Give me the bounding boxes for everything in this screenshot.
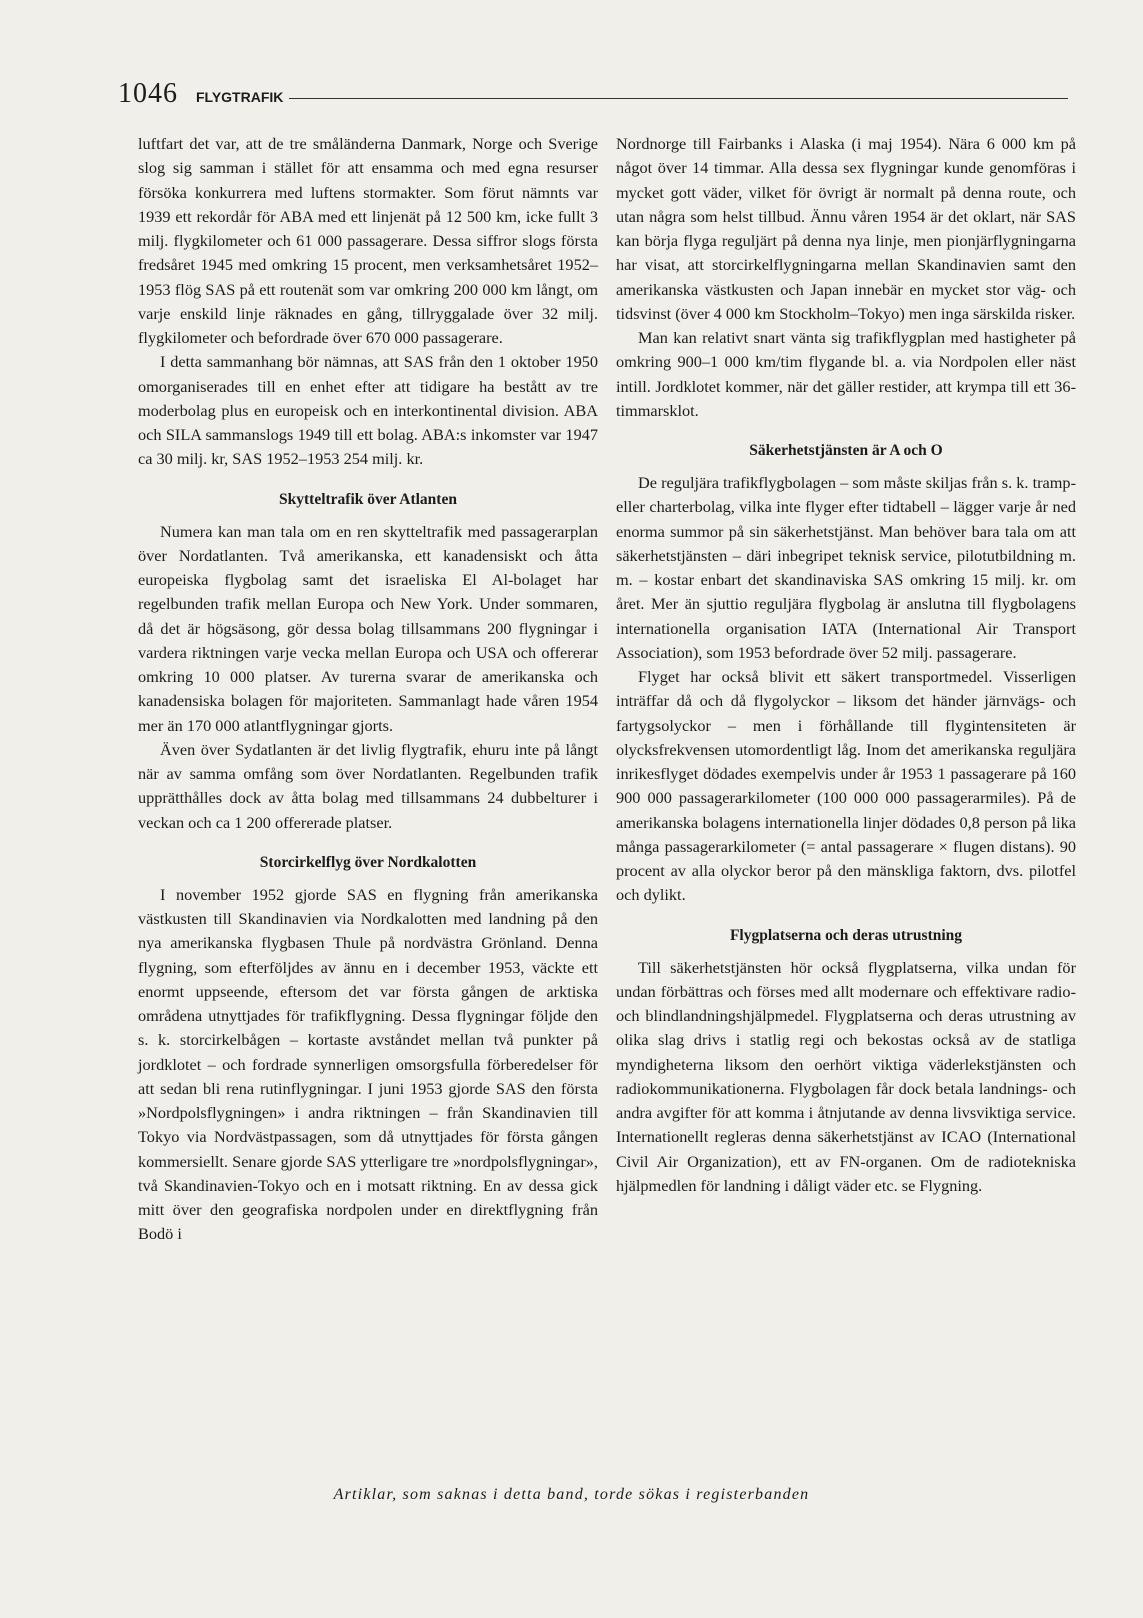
paragraph: Även över Sydatlanten är det livlig flygtrafik, ehuru inte på långt när av samma omfång som över Nordatlanten. Regelbunden trafik upprätthålles dock av åtta bolag med tillsammans 24 dubbelturer i veckan och ca 1 200 offererade platser. [138, 739, 598, 832]
header-rule [289, 98, 1068, 99]
section-heading: Storcirkelflyg över Nordkalotten [259, 853, 477, 871]
page-number: 1046 [118, 78, 178, 109]
paragraph: Flyget har också blivit ett säkert transportmedel. Visserligen inträffar då och då flygolyckor – liksom det händer järnvägs- och fartygsolyckor – men i förhållande till flygintensiteten är olycksfrekvensen utomordentligt låg. Inom det amerikanska reguljära inrikesflyget dödades exempelvis under år 1953 1 passagerare på 160 900 000 passagerarkilometer (100 000 000 passagerarmiles). På de amerikanska bolagens internationella linjer dödades 0,8 person på lika många passagerarkilometer (= antal passagerare × flugen distans). 90 procent av alla olyckor beror på den mänskliga faktorn, dvs. pilotfel och dylikt. [616, 667, 1076, 905]
section-heading: Säkerhetstjänsten är A och O [749, 442, 943, 459]
paragraph: I november 1952 gjorde SAS en flygning från amerikanska västkusten till Skandinavien via Nordkalotten med landning på den nya amerikanska flygbasen Thule på nordvästra Grönland. Denna flygning, som efterföljdes av ännu en i december 1953, väckte ett enormt uppseende, eftersom det var första gången de arktiska områdena utnyttjades för trafikflygning. Dessa flygningar följde den s. k. storcirkelbågen – kortaste avståndet mellan två punkter på jordklotet – och fordrade synnerligen omsorgsfulla förberedelser för att sedan bli rena rutinflygningar. I juni 1953 gjorde SAS den första »Nordpolsflygningen» i andra riktningen – från Skandinavien till Tokyo via Nordvästpassagen, som då utnyttjades för första gången kommersiellt. Senare gjorde SAS ytterligare tre »nordpolsflygningar», två Skandinavien-Tokyo och en i motsatt riktning. En av dessa gick mitt över den geografiska nordpolen under en direktflygning från Bodö i [138, 884, 598, 1244]
paragraph: Till säkerhetstjänsten hör också flygplatserna, vilka undan för undan förbättras och förses med allt modernare och effektivare radio- och blindlandningshjälpmedel. Flygplatserna och deras utrustning av olika slag drivs i statlig regi och bekostas också av de statliga myndigheterna liksom den oerhört viktiga väderlekstjänsten och radiokommunikationerna. Flygbolagen får dock betala landnings- och andra avgifter för att komma i åtnjutande av denna livsviktiga service. Internationellt regleras denna säkerhetstjänst av ICAO (International Civil Air Organization), ett av FN-organen. Om de radiotekniska hjälpmedlen för landning i dåligt väder etc. se Flygning. [616, 957, 1076, 1195]
section-heading: Skytteltrafik över Atlanten [279, 490, 457, 508]
paragraph: Nordnorge till Fairbanks i Alaska (i maj 1954). Nära 6 000 km på något över 14 timmar. Alla dessa sex flygningar kunde genomföras i mycket gott väder, vilket för övrigt är normalt på denna route, och utan några som helst tillbud. Ännu våren 1954 är det oklart, när SAS kan börja flyga reguljärt på denna nya linje, men pionjärflygningarna har visat, att storcirkelflygningarna mellan Skandinavien samt den amerikanska västkusten och Japan innebär en mycket stor väg- och tidsvinst (över 4 000 km Stockholm–Tokyo) men inga särskilda risker. [616, 134, 1076, 323]
paragraph: I detta sammanhang bör nämnas, att SAS från den 1 oktober 1950 omorganiserades till en enhet efter att tidigare ha bestått av tre moderbolag plus en europeisk och en interkontinental division. ABA och SILA sammanslogs 1949 till ett bolag. ABA:s inkomster var 1947 ca 30 milj. kr, SAS 1952–1953 254 milj. kr. [138, 352, 598, 469]
right-column [616, 132, 1076, 1198]
paragraph: De reguljära trafikflygbolagen – som måste skiljas från s. k. tramp- eller charterbolag, vilka inte flyger efter tidtabell – lägger varje år ned enorma summor på sin säkerhetstjänst. Man behöver bara tala om att säkerhetstjänsten – däri inbegripet teknisk service, pilotutbildning m. m. – kostar enbart det skandinaviska SAS omkring 15 milj. kr. om året. Mer än sjuttio reguljära flygbolag är anslutna till flygbolagens internationella organisation IATA (International Air Transport Association), som 1953 befordrade över 52 milj. passagerare. [616, 473, 1076, 662]
running-head: FLYGTRAFIK [196, 89, 284, 105]
paragraph: Man kan relativt snart vänta sig trafikflygplan med hastigheter på omkring 900–1 000 km/tim flygande bl. a. via Nordpolen eller näst intill. Jordklotet kommer, när det gäller restider, att krympa till ett 36-timmarsklot. [616, 328, 1076, 420]
footer-note: Artiklar, som saknas i detta band, torde sökas i registerbanden [333, 1486, 810, 1503]
page-header [118, 76, 1068, 108]
paragraph: Numera kan man tala om en ren skytteltrafik med passagerarplan över Nordatlanten. Två amerikanska, ett kanadensiskt och åtta europeiska flygbolag samt det israeliska El Al-bolaget har regelbunden trafik mellan Europa och New York. Under sommaren, då det är högsäsong, gör dessa bolag tillsammans 200 flygningar i vardera riktningen varje vecka mellan Europa och USA och offererar omkring 10 000 platser. Av turerna svarar de amerikanska och kanadensiska bolagen för majoriteten. Sammanlagt hade våren 1954 mer än 170 000 atlantflygningar gjorts. [138, 521, 598, 735]
section-heading: Flygplatserna och deras utrustning [729, 926, 963, 944]
paragraph: luftfart det var, att de tre småländerna Danmark, Norge och Sverige slog sig samman i stället för att ensamma och med egna resurser försöka konkurrera med luftens stormakter. Som förut nämnts var 1939 ett rekordår för ABA med ett linjenät på 12 500 km, icke fullt 3 milj. flygkilometer och 61 000 passagerare. Dessa siffror slogs första fredsåret 1945 med omkring 15 procent, men verksamhetsåret 1952–1953 flög SAS på ett routenät som var omkring 200 000 km långt, om varje enskild linje räknades en gång, tillryggalade över 32 milj. flygkilometer och befordrade över 670 000 passagerare. [138, 134, 598, 347]
left-column [138, 132, 598, 1247]
